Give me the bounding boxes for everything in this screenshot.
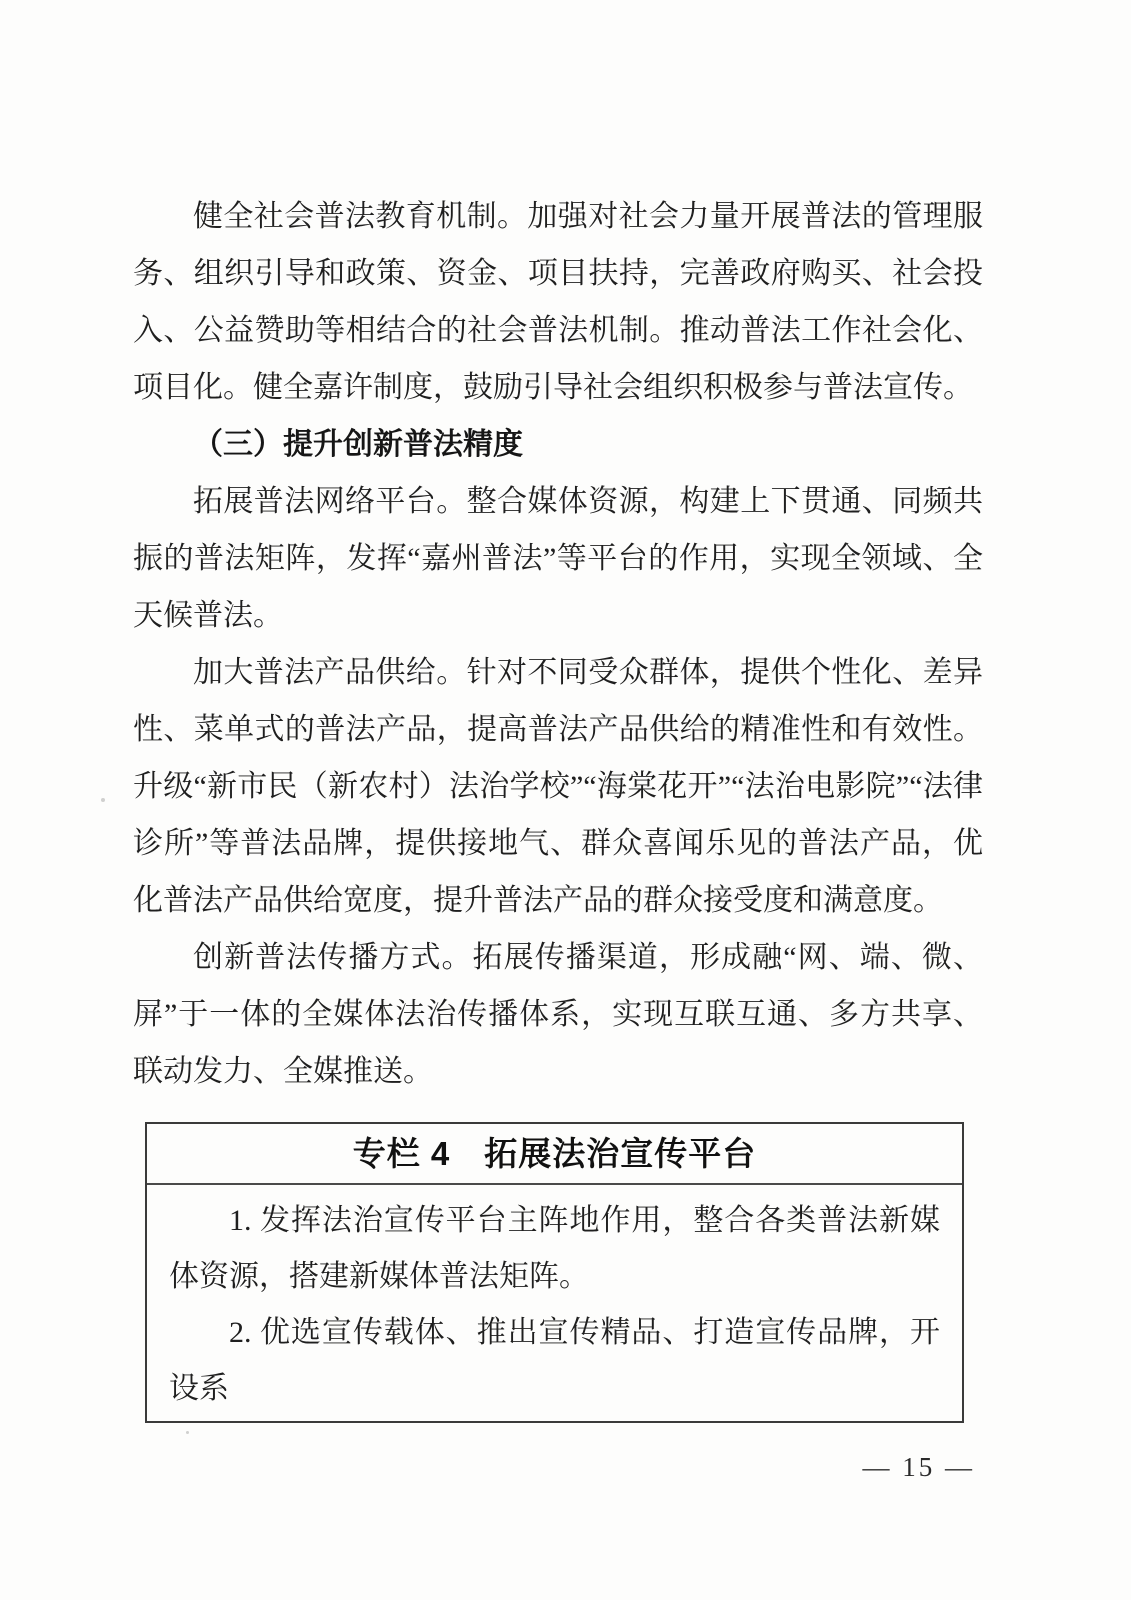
body-paragraph: 拓展普法网络平台。整合媒体资源，构建上下贯通、同频共振的普法矩阵，发挥“嘉州普法”等平台的作用，实现全领域、全天候普法。 xyxy=(133,485,983,632)
callout-box-body xyxy=(147,1185,962,1421)
callout-box-item: 2. 优选宣传载体、推出宣传精品、打造宣传品牌，开设系 xyxy=(169,1316,940,1405)
body-paragraph: 加大普法产品供给。针对不同受众群体，提供个性化、差异性、菜单式的普法产品，提高普法产品供给的精准性和有效性。升级“新市民（新农村）法治学校”“海棠花开”“法治电影院”“法律诊所”等普法品牌，提供接地气、群众喜闻乐见的普法产品，优化普法产品供给宽度，提升普法产品的群众接受度和满意度。 xyxy=(133,656,983,917)
section-heading: （三）提升创新普法精度 xyxy=(193,428,523,461)
page-number: — 15 — xyxy=(862,1452,975,1482)
document-body xyxy=(133,188,983,1423)
callout-box-title: 专栏 4 拓展法治宣传平台 xyxy=(147,1124,962,1185)
scan-speck xyxy=(186,1431,189,1434)
body-paragraph: 健全社会普法教育机制。加强对社会力量开展普法的管理服务、组织引导和政策、资金、项目扶持，完善政府购买、社会投入、公益赞助等相结合的社会普法机制。推动普法工作社会化、项目化。健全嘉许制度，鼓励引导社会组织积极参与普法宣传。 xyxy=(133,200,983,404)
callout-box xyxy=(145,1122,964,1423)
scan-speck xyxy=(101,798,105,802)
body-paragraph: 创新普法传播方式。拓展传播渠道，形成融“网、端、微、屏”于一体的全媒体法治传播体系，实现互联互通、多方共享、联动发力、全媒推送。 xyxy=(133,941,983,1088)
callout-box-item: 1. 发挥法治宣传平台主阵地作用，整合各类普法新媒体资源，搭建新媒体普法矩阵。 xyxy=(169,1204,940,1293)
